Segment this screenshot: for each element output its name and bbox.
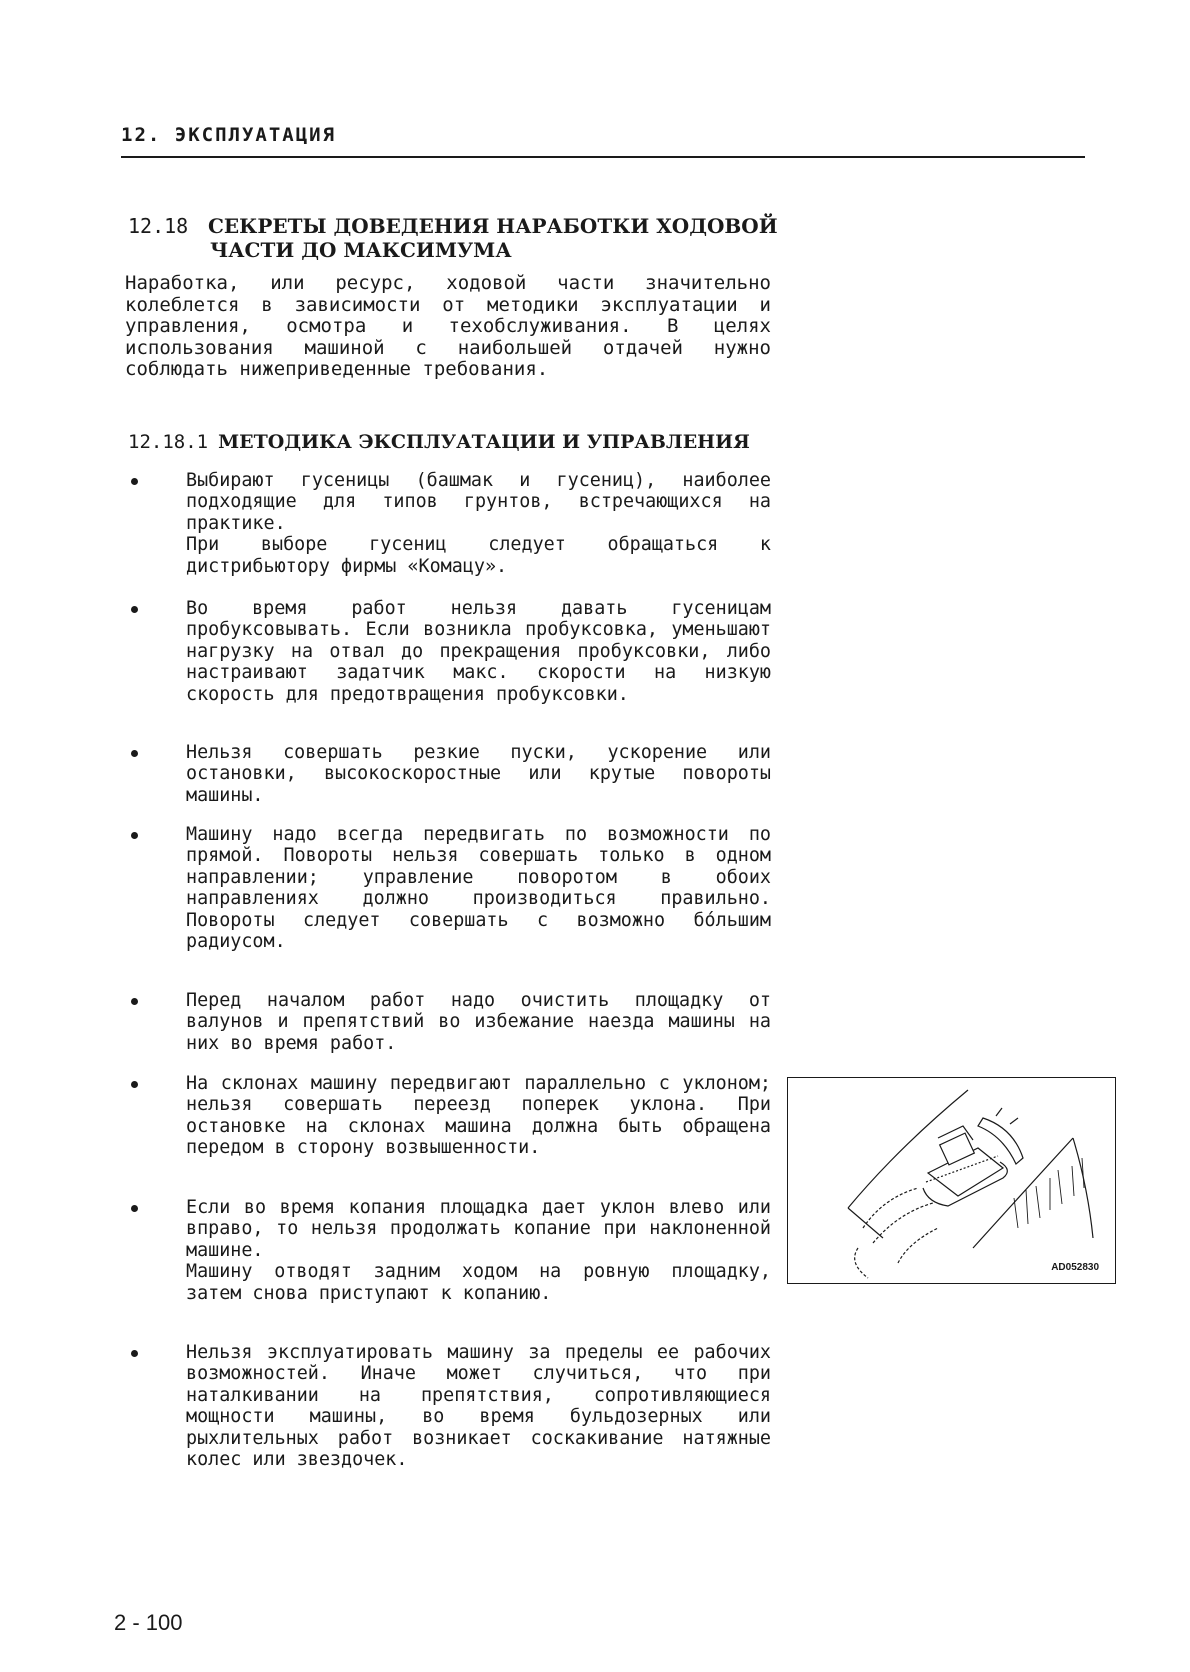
section-number: 12.18 <box>128 214 189 238</box>
bullet-dot <box>131 998 138 1005</box>
page-number: 2 - 100 <box>114 1610 183 1635</box>
bullet-text: Машину надо всегда передвигать по возможности по прямой. Повороты нельзя совершать только в одном направлении; управление поворотом в обоих направлениях должно производиться правильно. Повороты следует совершать с возможно бóльшим радиусом. <box>186 824 771 953</box>
bullet-dot <box>131 1205 138 1212</box>
bullet-text: Нельзя эксплуатировать машину за пределы ее рабочих возможностей. Иначе может случиться, что при наталкивании на препятствия, сопротивляющиеся мощности машины, во время бульдозерных или рыхлительных работ возникает соскакивание натяжные колес или звездочек. <box>186 1342 771 1471</box>
intro-paragraph: Наработка, или ресурс, ходовой части значительно колеблется в зависимости от методики эксплуатации и управления, осмотра и техобслуживания. В целях использования машиной с наибольшей отдачей нужно соблюдать нижеприведенные требования. <box>125 272 771 380</box>
running-head: 12. ЭКСПЛУАТАЦИЯ <box>121 124 337 146</box>
section-title-line2: ЧАСТИ ДО МАКСИМУМА <box>210 238 512 262</box>
bullet-dot <box>131 1350 138 1357</box>
subsection-title <box>128 431 750 453</box>
bullet-text: Выбирают гусеницы (башмак и гусениц), наиболее подходящие для типов грунтов, встречающихся на практике. При выборе гусениц следует обращаться к дистрибьютору фирмы «Комацу». <box>186 470 771 577</box>
bullet-text: На склонах машину передвигают параллельно с уклоном; нельзя совершать переезд поперек уклона. При остановке на склонах машина должна быть обращена передом в сторону возвышенности. <box>186 1073 771 1159</box>
figure-code: AD052830 <box>1051 1262 1099 1273</box>
slope-illustration-figure <box>787 1077 1116 1284</box>
bullet-dot <box>131 606 138 613</box>
bullet-text: Перед началом работ надо очистить площадку от валунов и препятствий во избежание наезда машины на них во время работ. <box>186 990 771 1054</box>
bullet-dot <box>131 478 138 485</box>
bullet-text: Во время работ нельзя давать гусеницам пробуксовывать. Если возникла пробуксовка, уменьшают нагрузку на отвал до прекращения пробуксовки, либо настраивают задатчик макс. скорости на низкую скорость для предотвращения пробуксовки. <box>186 598 771 705</box>
bulldozer-on-slope-illustration <box>788 1078 1117 1285</box>
bullet-text: Если во время копания площадка дает уклон влево или вправо, то нельзя продолжать копание при наклоненной машине. Машину отводят задним ходом на ровную площадку, затем снова приступают к копанию. <box>186 1197 771 1304</box>
section-title-line1: СЕКРЕТЫ ДОВЕДЕНИЯ НАРАБОТКИ ХОДОВОЙ <box>208 214 778 238</box>
section-title <box>128 214 778 262</box>
bullet-dot <box>131 1081 138 1088</box>
subsection-number: 12.18.1 <box>128 431 209 453</box>
header-rule <box>121 156 1085 158</box>
bullet-text: Нельзя совершать резкие пуски, ускорение или остановки, высокоскоростные или крутые повороты машины. <box>186 742 771 806</box>
subsection-title-text: МЕТОДИКА ЭКСПЛУАТАЦИИ И УПРАВЛЕНИЯ <box>218 431 750 453</box>
bullet-dot <box>131 750 138 757</box>
bullet-dot <box>131 832 138 839</box>
